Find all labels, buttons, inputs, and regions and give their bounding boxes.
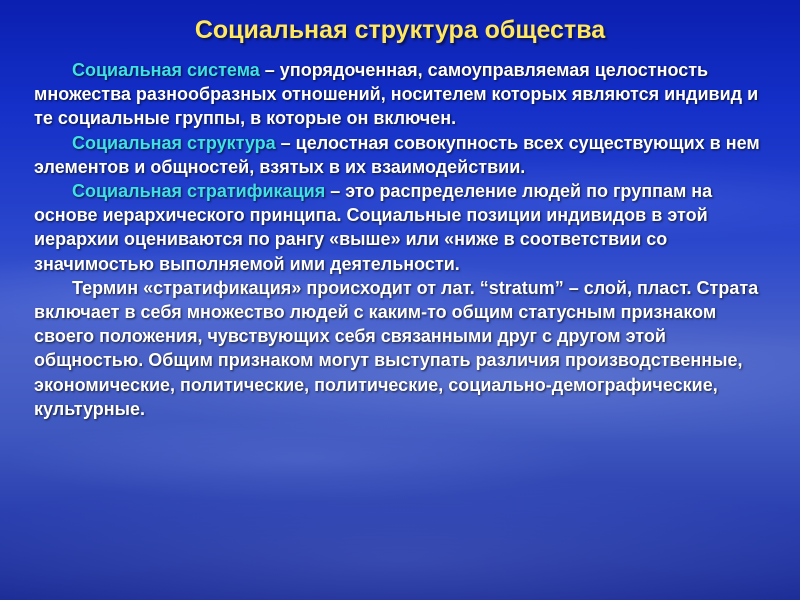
definition-social-system: – упорядоченная, самоуправляемая целостность множества разнообразных отношений, носителем которых являются индивид и те социальные группы, в которые он включен.	[34, 60, 759, 129]
term-social-structure: Социальная структура	[72, 132, 276, 153]
slide-body	[34, 58, 774, 421]
slide-title: Социальная структура общества	[194, 16, 606, 44]
definition-social-stratification: – это распределение людей по группам на основе иерархического принципа. Социальные позиции индивидов в этой иерархии оцениваются по рангу «выше» или «ниже в соответствии со значимостью выполняемой ими деятельности.	[34, 181, 713, 274]
term-social-stratification: Социальная стратификация	[72, 181, 326, 202]
paragraph-social-structure	[34, 131, 774, 179]
definition-social-structure: – целостная совокупность всех существующих в нем элементов и общностей, взятых в их взаимодействии.	[34, 132, 760, 177]
paragraph-social-system	[34, 58, 774, 131]
stratum-term-text: Термин «стратификация» происходит от лат. “stratum” – слой, пласт. Страта включает в себя множество людей с каким-то общим статусным признаком своего положения, чувствующих себя связанными друг с другом этой общностью. Общим признаком могут выступать различия производственные, экономические, политические, политические, социально-демографические, культурные.	[34, 277, 759, 419]
paragraph-stratum-term	[34, 276, 774, 421]
paragraph-social-stratification	[34, 179, 774, 276]
term-social-system: Социальная система	[72, 60, 260, 80]
